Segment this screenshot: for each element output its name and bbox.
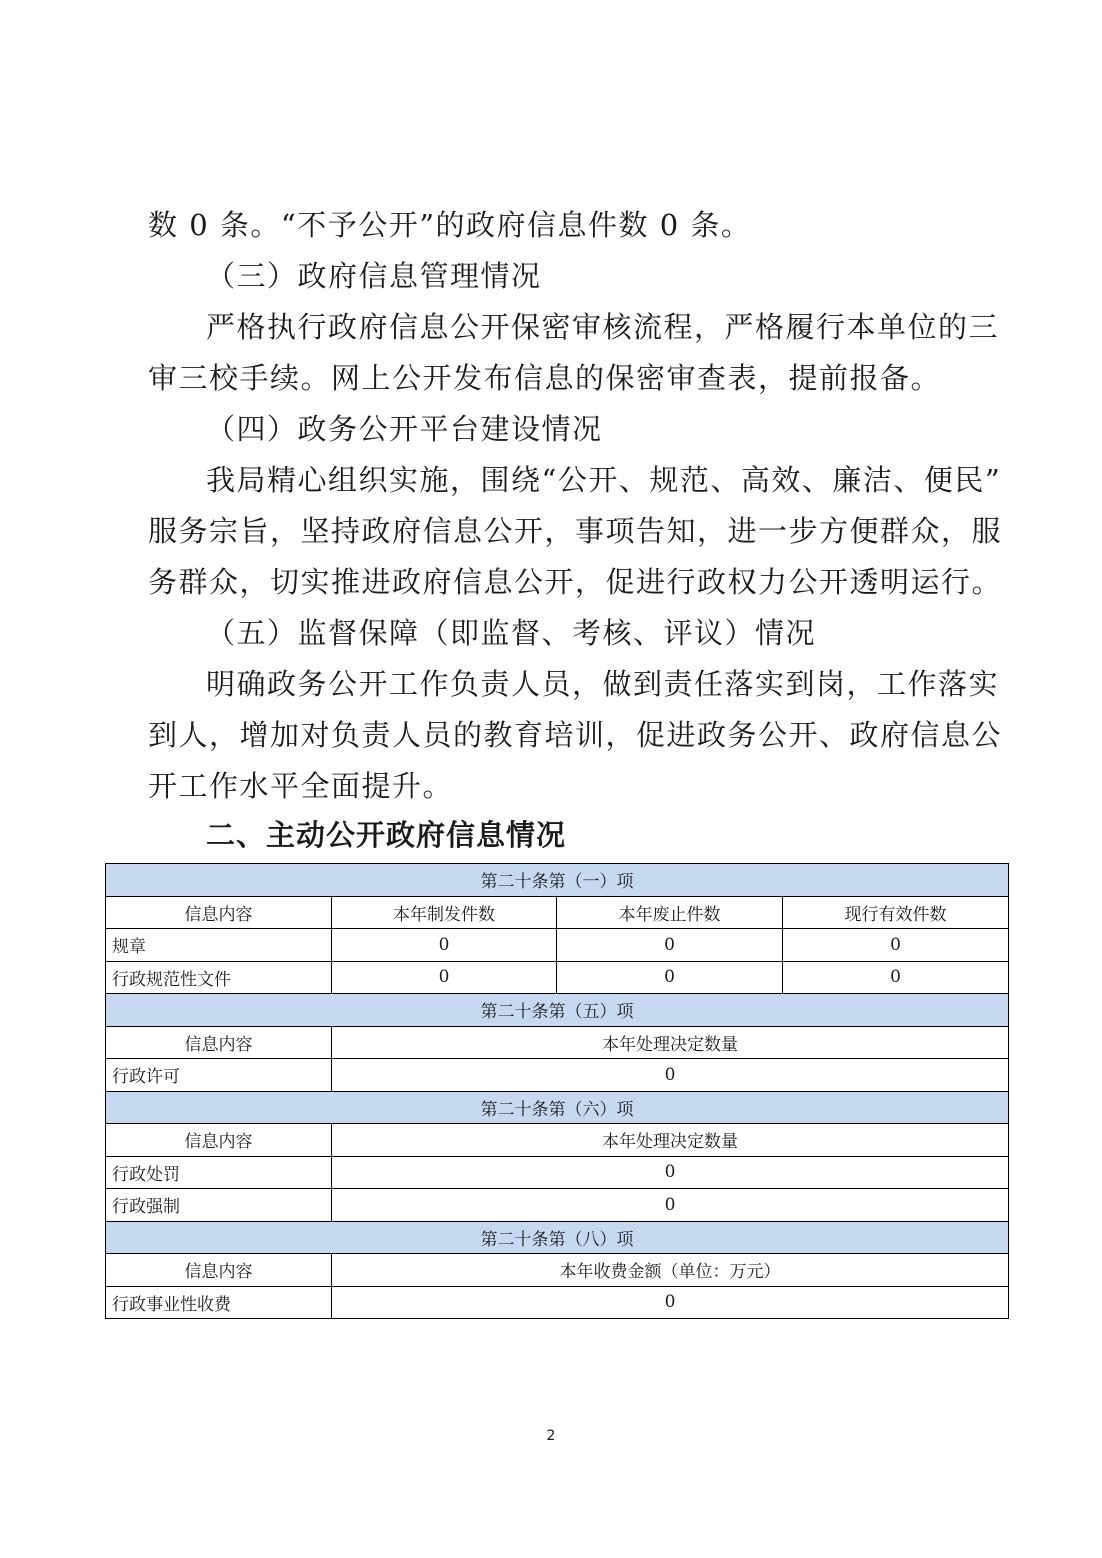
text-line: 到人，增加对负责人员的教育培训，促进政务公开、政府信息公	[148, 718, 1003, 752]
row-label: 规章	[106, 929, 332, 962]
row-label: 行政处罚	[106, 1156, 332, 1189]
text-line: 审三校手续。网上公开发布信息的保密审查表，提前报备。	[148, 361, 942, 395]
text-line: 务群众，切实推进政府信息公开，促进行政权力公开透明运行。	[148, 565, 1003, 599]
column-header: 信息内容	[106, 896, 332, 929]
table-column-headers	[106, 896, 1009, 929]
column-header: 现行有效件数	[783, 896, 1009, 929]
table-cell: 0	[332, 961, 557, 994]
table-cell: 0	[557, 961, 783, 994]
table-cell: 0	[332, 1156, 1009, 1189]
page-number: 2	[546, 1428, 556, 1444]
column-header: 本年处理决定数量	[332, 1026, 1009, 1059]
section-title: 二、主动公开政府信息情况	[206, 818, 567, 852]
table-cell: 0	[557, 929, 783, 962]
section-header-cell: 第二十条第（六）项	[106, 1091, 1009, 1124]
row-label: 行政事业性收费	[106, 1286, 332, 1319]
table-row	[106, 1059, 1009, 1092]
table-column-headers	[106, 1124, 1009, 1157]
table-row	[106, 929, 1009, 962]
row-label: 行政许可	[106, 1059, 332, 1092]
column-header: 信息内容	[106, 1026, 332, 1059]
paragraph-3	[148, 302, 1000, 404]
disclosure-table	[105, 863, 1009, 1319]
table-column-headers	[106, 1254, 1009, 1287]
section-header-cell: 第二十条第（八）项	[106, 1221, 1009, 1254]
table-row	[106, 1189, 1009, 1222]
row-label: 行政规范性文件	[106, 961, 332, 994]
text-line: 数 0 条。“不予公开”的政府信息件数 0 条。	[148, 208, 752, 242]
text-line: 我局精心组织实施，围绕“公开、规范、高效、廉洁、便民”	[206, 463, 1002, 497]
table-column-headers	[106, 1026, 1009, 1059]
paragraph-5	[148, 659, 1003, 812]
table-section-header	[106, 994, 1009, 1027]
paragraph-4	[148, 455, 1003, 608]
text-line: 开工作水平全面提升。	[148, 769, 454, 803]
table-cell: 0	[783, 929, 1009, 962]
text-line: 明确政务公开工作负责人员，做到责任落实到岗，工作落实	[206, 667, 1000, 701]
table-cell: 0	[332, 1059, 1009, 1092]
table-section-header	[106, 1091, 1009, 1124]
subheading-3: （三）政府信息管理情况	[206, 259, 542, 293]
column-header: 信息内容	[106, 1124, 332, 1157]
text-line: 服务宗旨，坚持政府信息公开，事项告知，进一步方便群众，服	[148, 514, 1003, 548]
subheading-4: （四）政务公开平台建设情况	[206, 412, 603, 446]
section-header-cell: 第二十条第（五）项	[106, 994, 1009, 1027]
table-cell: 0	[783, 961, 1009, 994]
table-row	[106, 1286, 1009, 1319]
column-header: 本年废止件数	[557, 896, 783, 929]
table-cell: 0	[332, 1189, 1009, 1222]
row-label: 行政强制	[106, 1189, 332, 1222]
column-header: 本年处理决定数量	[332, 1124, 1009, 1157]
table-cell: 0	[332, 1286, 1009, 1319]
table-section-header	[106, 864, 1009, 897]
table-cell: 0	[332, 929, 557, 962]
section-header-cell: 第二十条第（一）项	[106, 864, 1009, 897]
table-row	[106, 961, 1009, 994]
column-header: 本年收费金额（单位：万元）	[332, 1254, 1009, 1287]
table-section-header	[106, 1221, 1009, 1254]
paragraph-1	[148, 200, 968, 251]
text-line: 严格执行政府信息公开保密审核流程，严格履行本单位的三	[206, 310, 1000, 344]
column-header: 本年制发件数	[332, 896, 557, 929]
column-header: 信息内容	[106, 1254, 332, 1287]
table-row	[106, 1156, 1009, 1189]
subheading-5: （五）监督保障（即监督、考核、评议）情况	[206, 616, 817, 650]
